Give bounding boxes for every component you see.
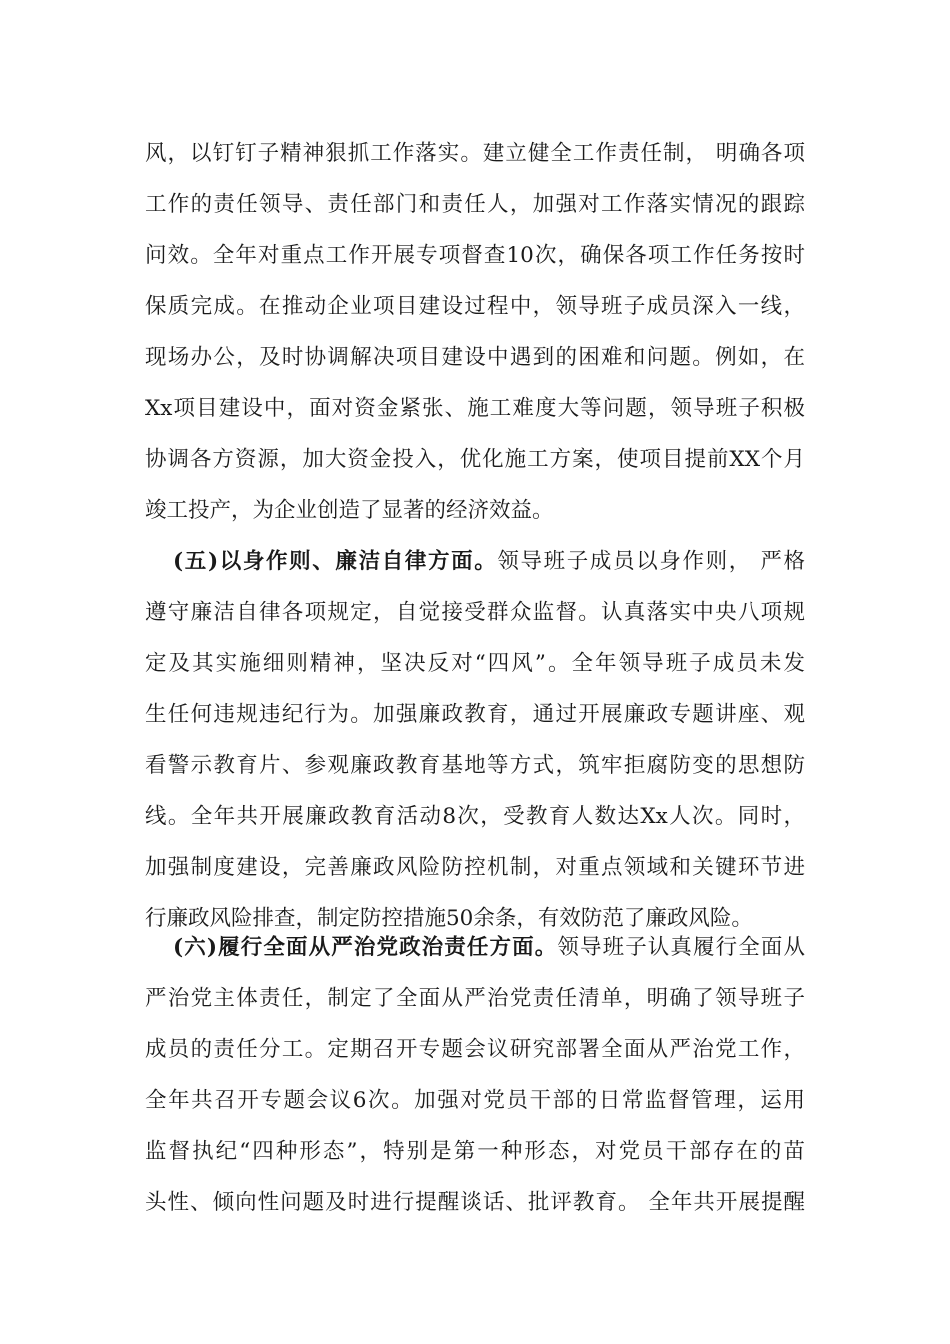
text-line: 问效。全年对重点工作开展专项督查10次，确保各项工作任务按时 <box>145 243 805 268</box>
text-line-rest: 领导班子认真履行全面从 <box>557 935 805 960</box>
text-line: 风，以钉钉子精神狠抓工作落实。建立健全工作责任制， 明确各项 <box>145 141 805 166</box>
text-line: 现场办公，及时协调解决项目建设中遇到的困难和问题。例如，在 <box>145 345 805 370</box>
paragraph-integrity-self-discipline <box>145 536 805 944</box>
text-line-first <box>145 536 805 587</box>
text-line: 定及其实施细则精神，坚决反对“四风”。全年领导班子成员未发 <box>145 651 805 676</box>
text-line: 看警示教育片、参观廉政教育基地等方式，筑牢拒腐防变的思想防 <box>145 753 805 778</box>
paragraph-work-implementation <box>145 128 805 536</box>
text-line: 生任何违规违纪行为。加强廉政教育，通过开展廉政专题讲座、观 <box>145 702 805 727</box>
text-line: 工作的责任领导、责任部门和责任人，加强对工作落实情况的跟踪 <box>145 192 805 217</box>
text-line: 遵守廉洁自律各项规定，自觉接受群众监督。认真落实中央八项规 <box>145 600 805 625</box>
text-line: 成员的责任分工。定期召开专题会议研究部署全面从严治党工作， <box>145 1037 805 1062</box>
text-line: 监督执纪“四种形态”，特别是第一种形态，对党员干部存在的苗 <box>145 1139 805 1164</box>
text-line: Xx项目建设中，面对资金紧张、施工难度大等问题，领导班子积极 <box>145 396 805 421</box>
paragraph-party-governance <box>145 922 805 1228</box>
text-line: 保质完成。在推动企业项目建设过程中，领导班子成员深入一线， <box>145 294 805 319</box>
text-line: 头性、倾向性问题及时进行提醒谈话、批评教育。 全年共开展提醒 <box>145 1190 805 1215</box>
text-line: 竣工投产，为企业创造了显著的经济效益。 <box>145 498 554 523</box>
text-line: 协调各方资源，加大资金投入，优化施工方案，使项目提前XX个月 <box>145 447 805 472</box>
text-line: 严治党主体责任，制定了全面从严治党责任清单，明确了领导班子 <box>145 986 805 1011</box>
text-line: 加强制度建设，完善廉政风险防控机制，对重点领域和关键环节进 <box>145 855 805 880</box>
text-line: 线。全年共开展廉政教育活动8次，受教育人数达Xx人次。同时， <box>145 804 805 829</box>
section-heading: (六)履行全面从严治党政治责任方面。 <box>173 935 558 960</box>
text-line-first <box>145 922 805 973</box>
text-line: 行廉政风险排查，制定防控措施50余条，有效防范了廉政风险。 <box>145 906 753 931</box>
text-line-rest: 领导班子成员以身作则， 严格 <box>497 549 805 574</box>
text-line: 全年共召开专题会议6次。加强对党员干部的日常监督管理，运用 <box>145 1088 805 1113</box>
section-heading: (五)以身作则、廉洁自律方面。 <box>173 549 498 574</box>
